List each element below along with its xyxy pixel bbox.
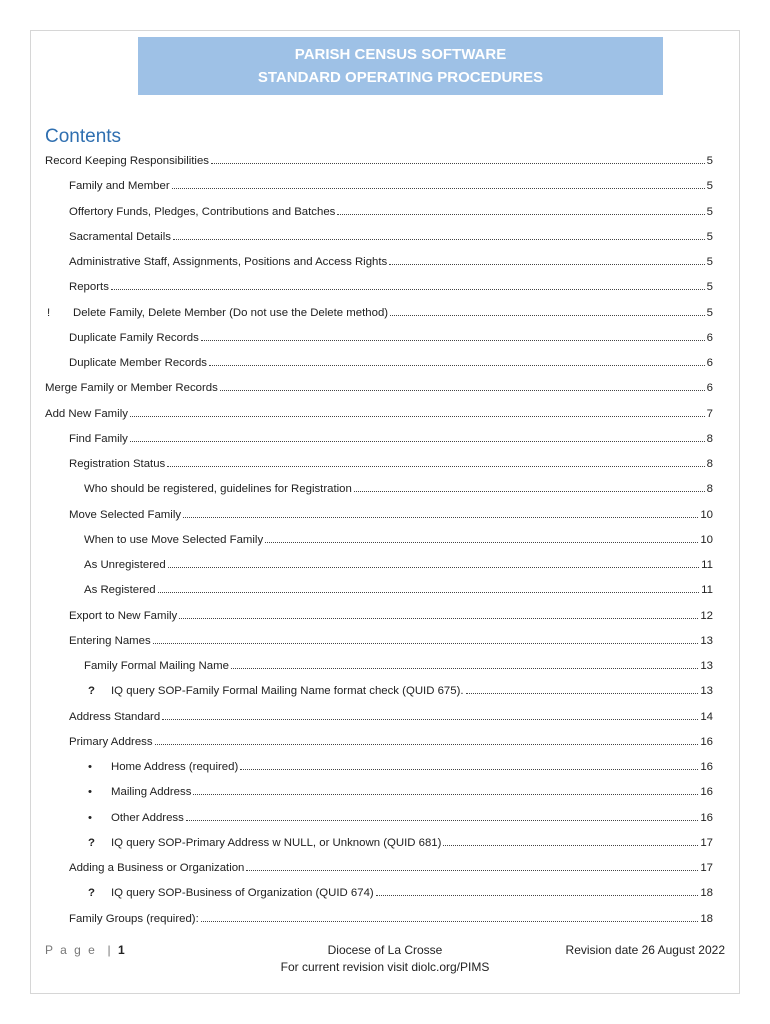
bullet-icon: • xyxy=(88,786,92,799)
toc-entry[interactable] xyxy=(69,910,713,928)
toc-leader-dots xyxy=(173,238,705,240)
toc-leader-dots xyxy=(130,415,705,417)
toc-entry-title: Adding a Business or Organization xyxy=(69,862,245,874)
toc-entry[interactable] xyxy=(69,607,713,625)
toc-entry-title: Administrative Staff, Assignments, Positions and Access Rights xyxy=(69,256,388,268)
toc-entry-title: Move Selected Family xyxy=(69,508,182,521)
toc-entry[interactable] xyxy=(47,304,713,322)
toc-leader-dots xyxy=(201,920,699,922)
toc-entry-title: IQ query SOP-Business of Organization (QUID 674) xyxy=(111,887,374,900)
toc-entry-title: Delete Family, Delete Member (Do not use the Delete method) xyxy=(73,306,389,319)
toc-leader-dots xyxy=(443,844,698,846)
toc-leader-dots xyxy=(162,718,698,720)
exclamation-icon: ! xyxy=(47,306,51,319)
footer-diocese: Diocese of La Crosse xyxy=(327,943,443,957)
toc-entry-title: Other Address xyxy=(111,811,184,824)
toc-leader-dots xyxy=(158,591,700,593)
toc-leader-dots xyxy=(240,768,698,770)
toc-leader-dots xyxy=(389,263,704,265)
toc-leader-dots xyxy=(231,667,698,669)
toc-entry[interactable] xyxy=(84,581,713,599)
toc-entry-title: IQ query SOP-Primary Address w NULL, or Unknown (QUID 681) xyxy=(111,836,442,849)
title-banner xyxy=(138,37,663,95)
toc-entry-page: 7 xyxy=(706,407,713,420)
title-line-2: STANDARD OPERATING PROCEDURES xyxy=(257,69,544,86)
bullet-icon: • xyxy=(88,761,92,773)
title-line-1: PARISH CENSUS SOFTWARE xyxy=(294,46,507,63)
toc-entry-title: Primary Address xyxy=(69,735,153,748)
toc-leader-dots xyxy=(111,288,705,290)
toc-entry[interactable] xyxy=(69,506,713,524)
toc-leader-dots xyxy=(186,819,699,821)
toc-entry-title: Mailing Address xyxy=(111,786,192,799)
toc-entry[interactable] xyxy=(69,278,713,296)
toc-entry[interactable] xyxy=(69,329,713,347)
toc-leader-dots xyxy=(155,743,699,745)
toc-leader-dots xyxy=(179,617,698,619)
toc-entry[interactable] xyxy=(69,430,713,448)
toc-leader-dots xyxy=(211,162,705,164)
toc-entry-title: Who should be registered, guidelines for Registration xyxy=(84,483,352,496)
toc-entry-title: Merge Family or Member Records xyxy=(45,382,218,395)
contents-heading: Contents xyxy=(45,126,122,147)
toc-entry[interactable] xyxy=(45,379,713,397)
toc-entry-title: Export to New Family xyxy=(69,609,178,622)
toc-entry-title: Offertory Funds, Pledges, Contributions and Batches xyxy=(69,205,336,218)
question-mark-icon: ? xyxy=(88,836,95,849)
toc-entry-page: 5 xyxy=(706,281,713,294)
toc-leader-dots xyxy=(337,213,704,215)
toc-leader-dots xyxy=(354,490,705,492)
toc-entry-page: 6 xyxy=(706,357,713,369)
toc-entry[interactable] xyxy=(88,884,713,902)
toc-leader-dots xyxy=(193,793,698,795)
toc-leader-dots xyxy=(183,516,698,518)
toc-entry-page: 16 xyxy=(700,735,713,748)
toc-entry-page: 5 xyxy=(706,205,713,218)
toc-entry[interactable] xyxy=(69,228,713,246)
toc-entry-title: Reports xyxy=(69,281,109,294)
toc-entry-page: 11 xyxy=(701,584,713,597)
toc-entry-title: Add New Family xyxy=(45,407,128,420)
toc-entry-title: As Unregistered xyxy=(84,559,166,571)
toc-leader-dots xyxy=(390,314,705,316)
toc-entry-page: 11 xyxy=(701,559,713,571)
toc-entry-page: 8 xyxy=(706,458,713,470)
toc-entry-page: 5 xyxy=(706,155,713,167)
toc-entry-page: 16 xyxy=(700,761,713,773)
toc-entry-page: 17 xyxy=(700,836,713,849)
toc-entry-page: 14 xyxy=(700,710,713,723)
footer-page-value: 1 xyxy=(117,943,125,957)
toc-entry-page: 8 xyxy=(706,432,713,445)
toc-leader-dots xyxy=(265,541,698,543)
footer-page-number: P a g e | 1 xyxy=(45,943,125,957)
toc-entry[interactable] xyxy=(88,758,713,776)
toc-entry-title: Family Formal Mailing Name xyxy=(84,660,229,672)
toc-entry-title: As Registered xyxy=(84,584,156,597)
toc-entry[interactable] xyxy=(84,480,713,498)
toc-entry[interactable] xyxy=(84,657,713,675)
toc-entry-title: IQ query SOP-Family Formal Mailing Name format check (QUID 675). xyxy=(111,685,464,698)
toc-entry-page: 5 xyxy=(706,256,713,268)
toc-leader-dots xyxy=(153,642,699,644)
toc-leader-dots xyxy=(246,869,698,871)
toc-entry-page: 16 xyxy=(700,786,713,799)
toc-leader-dots xyxy=(130,440,705,442)
toc-leader-dots xyxy=(168,566,700,568)
question-mark-icon: ? xyxy=(88,685,95,698)
toc-entry-title: Family and Member xyxy=(69,180,170,193)
toc-entry[interactable] xyxy=(45,405,713,423)
toc-entry[interactable] xyxy=(84,531,713,549)
toc-entry-page: 17 xyxy=(700,862,713,874)
toc-entry-title: Duplicate Member Records xyxy=(69,357,208,369)
toc-entry-page: 18 xyxy=(700,912,713,925)
toc-entry-page: 5 xyxy=(706,180,713,193)
toc-entry-page: 8 xyxy=(706,483,713,496)
toc-entry-page: 13 xyxy=(700,685,713,698)
footer-revision-link: For current revision visit diolc.org/PIMS xyxy=(280,960,490,974)
toc-leader-dots xyxy=(376,894,699,896)
footer-revision-date: Revision date 26 August 2022 xyxy=(565,943,725,957)
toc-entry-page: 16 xyxy=(700,811,713,824)
toc-entry[interactable] xyxy=(69,177,713,195)
toc-entry-page: 5 xyxy=(706,306,713,319)
toc-entry[interactable] xyxy=(69,354,713,372)
toc-leader-dots xyxy=(201,339,705,341)
toc-entry[interactable] xyxy=(84,556,713,574)
toc-entry-page: 10 xyxy=(700,533,713,546)
toc-entry[interactable] xyxy=(69,708,713,726)
toc-entry-page: 5 xyxy=(706,230,713,243)
toc-entry-page: 10 xyxy=(700,508,713,521)
toc-entry-page: 18 xyxy=(700,887,713,900)
toc-entry-title: Record Keeping Responsibilities xyxy=(45,155,209,167)
toc-entry-title: Entering Names xyxy=(69,634,151,647)
toc-entry-page: 12 xyxy=(700,609,713,622)
toc-leader-dots xyxy=(172,187,705,189)
toc-entry[interactable] xyxy=(45,152,713,170)
toc-entry[interactable] xyxy=(69,859,713,877)
footer-center xyxy=(240,942,530,976)
toc-entry-page: 13 xyxy=(700,634,713,647)
toc-entry[interactable] xyxy=(69,632,713,650)
toc-entry[interactable] xyxy=(69,253,713,271)
toc-entry-title: Sacramental Details xyxy=(69,230,171,243)
footer-page-label: P a g e xyxy=(45,943,97,957)
toc-entry-page: 6 xyxy=(706,331,713,344)
toc-entry-title: Home Address (required) xyxy=(111,761,239,773)
toc-entry[interactable] xyxy=(88,809,713,827)
toc-entry[interactable] xyxy=(69,203,713,221)
toc-entry-page: 6 xyxy=(706,382,713,395)
toc-entry[interactable] xyxy=(88,682,713,700)
toc-leader-dots xyxy=(167,465,704,467)
toc-entry-title: Duplicate Family Records xyxy=(69,331,199,344)
toc-entry[interactable] xyxy=(88,783,713,801)
toc-entry-title: Registration Status xyxy=(69,458,166,470)
toc-leader-dots xyxy=(209,364,705,366)
toc-entry[interactable] xyxy=(88,834,713,852)
toc-entry[interactable] xyxy=(69,455,713,473)
question-mark-icon: ? xyxy=(88,887,95,900)
toc-entry-title: Address Standard xyxy=(69,710,161,723)
toc-leader-dots xyxy=(220,389,705,391)
toc-entry[interactable] xyxy=(69,733,713,751)
bullet-icon: • xyxy=(88,811,92,824)
toc-entry-title: When to use Move Selected Family xyxy=(84,533,264,546)
toc-entry-page: 13 xyxy=(700,660,713,672)
toc-leader-dots xyxy=(466,692,699,694)
toc-entry-title: Find Family xyxy=(69,432,128,445)
toc-entry-title: Family Groups (required): xyxy=(69,912,199,925)
